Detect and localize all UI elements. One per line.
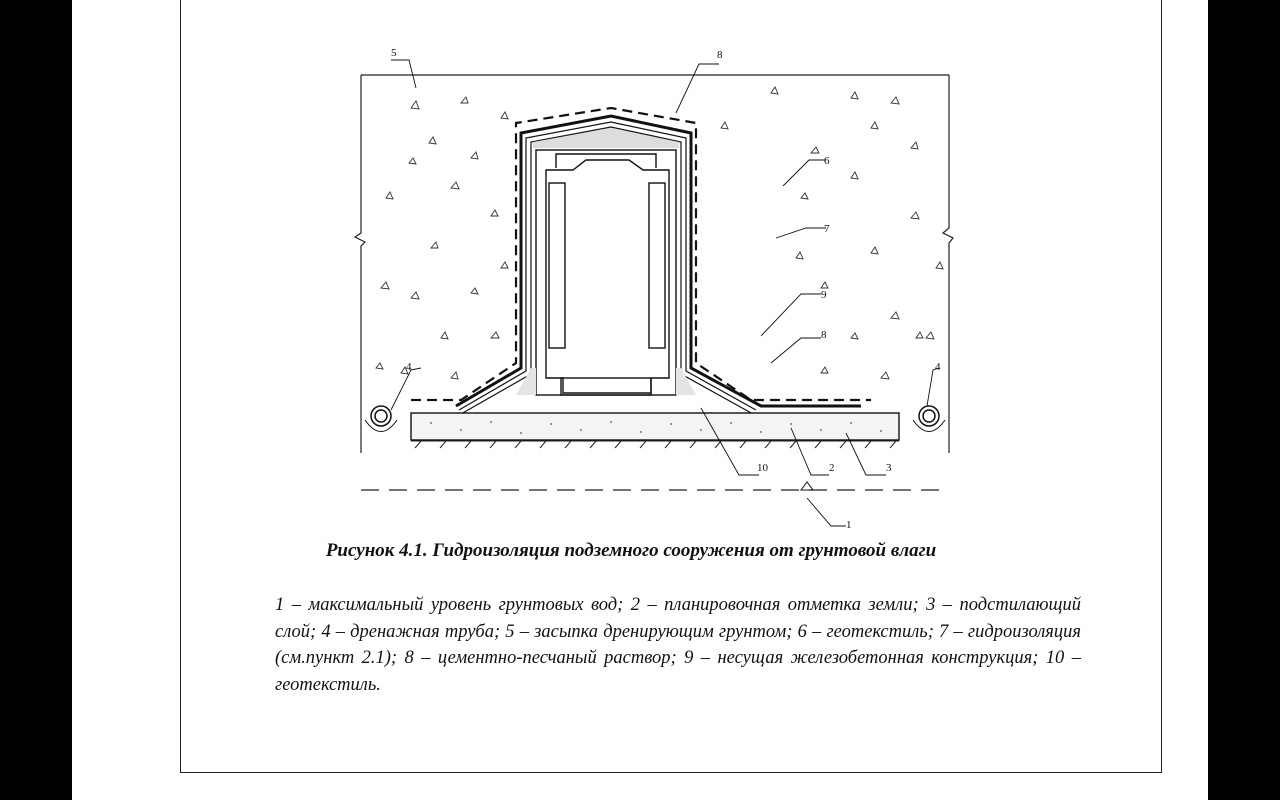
label-8-top: 8 — [717, 49, 723, 61]
bedding-layer — [411, 413, 899, 440]
label-2: 2 — [829, 462, 835, 474]
ground-hatch — [411, 441, 899, 448]
rc-structure — [536, 150, 676, 395]
gravel-pattern — [376, 87, 943, 379]
figure-legend: 1 – максимальный уровень грунтовых вод; 2 – планировочная отметка земли; 3 – подстилающий слой; 4 – дренажная труба; 5 – засыпка дренирующим грунтом; 6 – геотекстиль; 7 – гидроизоляция (см.пункт 2.1); 8 – цементно-песчаный раствор; 9 – несущая железобетонная конструкция; 10 – геотекстиль. — [275, 595, 1081, 695]
label-8-bottom: 8 — [821, 329, 827, 341]
geotextile-outline — [411, 108, 871, 400]
figure-caption: Рисунок 4.1. Гидроизоляция подземного сооружения от грунтовой влаги — [325, 540, 937, 561]
label-1: 1 — [846, 519, 852, 531]
water-level-marker — [801, 482, 813, 490]
drain-pipe-left — [365, 406, 397, 432]
label-4-right: 4 — [935, 361, 941, 373]
label-4-left: 4 — [406, 361, 412, 373]
label-7: 7 — [824, 223, 830, 235]
label-3: 3 — [886, 462, 892, 474]
label-10: 10 — [757, 462, 768, 474]
waterproofing-diagram — [351, 38, 991, 531]
right-break-line — [943, 75, 953, 453]
drain-pipe-right — [913, 406, 945, 432]
left-break-line — [355, 75, 365, 453]
label-5: 5 — [391, 47, 397, 59]
label-9: 9 — [821, 289, 827, 301]
document-page — [180, 0, 1162, 773]
label-6: 6 — [824, 155, 830, 167]
